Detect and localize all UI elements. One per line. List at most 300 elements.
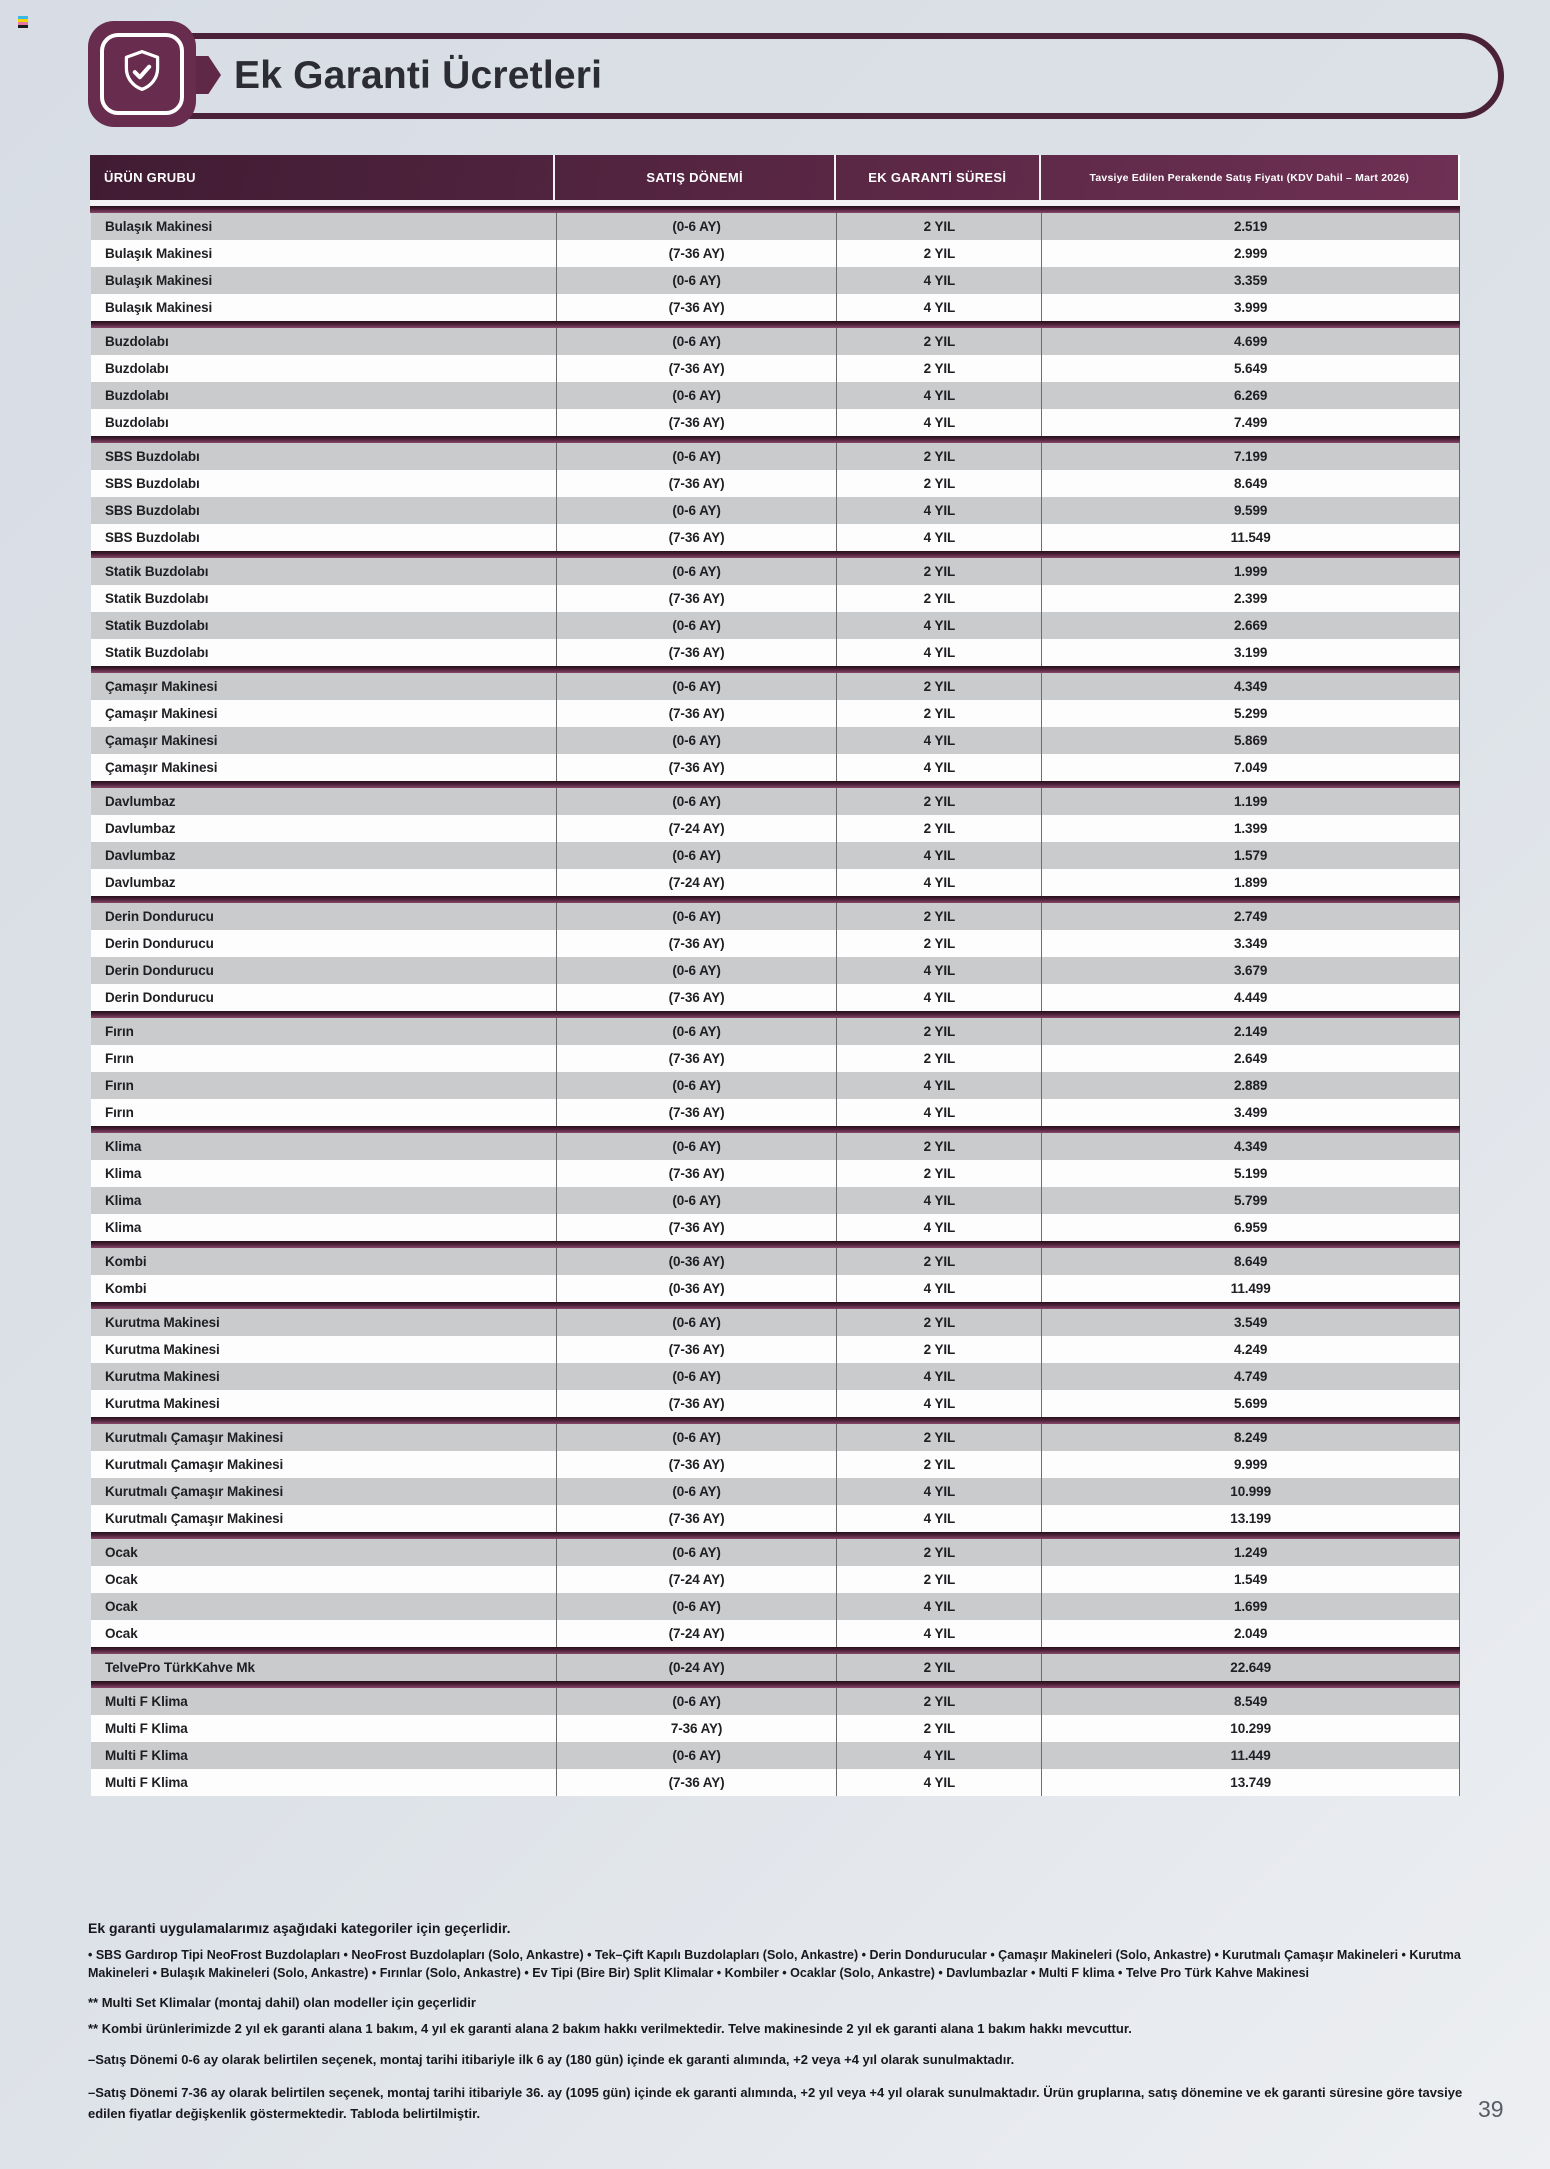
product-cell: Kombi <box>91 1275 557 1302</box>
table-row <box>91 1099 1460 1126</box>
warranty-badge <box>88 21 196 127</box>
period-cell: (7-36 AY) <box>557 524 838 551</box>
price-cell: 8.249 <box>1042 1424 1460 1451</box>
product-cell: SBS Buzdolabı <box>91 497 557 524</box>
group-separator <box>91 1417 1460 1424</box>
table-row <box>91 267 1460 294</box>
shield-check-icon <box>116 46 168 103</box>
price-cell: 7.049 <box>1042 754 1460 781</box>
period-cell: (7-36 AY) <box>557 1099 838 1126</box>
duration-cell: 4 YIL <box>837 267 1042 294</box>
product-cell: Statik Buzdolabı <box>91 585 557 612</box>
period-cell: (7-36 AY) <box>557 1336 838 1363</box>
duration-cell: 2 YIL <box>837 1160 1042 1187</box>
notes-category-list: • SBS Gardırop Tipi NeoFrost Buzdolapları • NeoFrost Buzdolapları (Solo, Ankastre) • Tek–Çift Kapılı Buzdolapları (Solo, Ankastre) • Derin Dondurucular • Çamaşır Makineleri (Solo, Ankastre) • Kurutmalı Çamaşır Makineleri • Kurutma Makineleri • Bulaşık Makineleri (Solo, Ankastre) • Fırınlar (Solo, Ankastre) • Ev Tipi (Bire Bir) Split Klimalar • Kombiler • Ocaklar (Solo, Ankastre) • Davlumbazlar • Multi F klima • Telve Pro Türk Kahve Makinesi <box>88 1948 1461 1981</box>
table-row <box>91 1336 1460 1363</box>
price-cell: 8.549 <box>1042 1688 1460 1715</box>
note-satis-donemi-7-36: –Satış Dönemi 7-36 ay olarak belirtilen seçenek, montaj tarihi itibariyle 36. ay (1095 gün) içinde ek garanti alımında, +2 yıl veya +4 yıl olarak sunulmaktadır. Ürün gruplarına, satış dönemine ve ek garanti süresine göre tavsiye edilen fiyatlar değişkenlik göstermektedir. Tabloda belirtilmiştir. <box>88 2085 1463 2122</box>
group-separator <box>91 1241 1460 1248</box>
price-cell: 9.599 <box>1042 497 1460 524</box>
duration-cell: 4 YIL <box>837 869 1042 896</box>
product-cell: Bulaşık Makinesi <box>91 213 557 240</box>
duration-cell: 4 YIL <box>837 1593 1042 1620</box>
price-cell: 1.399 <box>1042 815 1460 842</box>
table-row <box>91 1424 1460 1451</box>
duration-cell: 2 YIL <box>837 1451 1042 1478</box>
price-cell: 1.549 <box>1042 1566 1460 1593</box>
period-cell: 7-36 AY) <box>557 1715 838 1742</box>
price-cell: 3.349 <box>1042 930 1460 957</box>
period-cell: (0-6 AY) <box>557 1742 838 1769</box>
page-title: Ek Garanti Ücretleri <box>234 54 603 97</box>
period-cell: (7-36 AY) <box>557 409 838 436</box>
duration-cell: 2 YIL <box>837 673 1042 700</box>
product-cell: Statik Buzdolabı <box>91 558 557 585</box>
period-cell: (7-36 AY) <box>557 470 838 497</box>
price-cell: 4.699 <box>1042 328 1460 355</box>
print-registration-mark <box>18 16 28 28</box>
table-row <box>91 727 1460 754</box>
product-cell: Derin Dondurucu <box>91 903 557 930</box>
duration-cell: 4 YIL <box>837 754 1042 781</box>
product-cell: Davlumbaz <box>91 869 557 896</box>
product-cell: Davlumbaz <box>91 815 557 842</box>
price-cell: 5.649 <box>1042 355 1460 382</box>
period-cell: (7-36 AY) <box>557 1045 838 1072</box>
table-row <box>91 1566 1460 1593</box>
product-cell: Kurutma Makinesi <box>91 1363 557 1390</box>
header-separator-bar <box>90 206 1460 213</box>
period-cell: (0-6 AY) <box>557 788 838 815</box>
note-multi-set-klima: ** Multi Set Klimalar (montaj dahil) olan modeller için geçerlidir <box>88 1995 476 2011</box>
table-row <box>91 382 1460 409</box>
duration-cell: 4 YIL <box>837 1099 1042 1126</box>
period-cell: (0-6 AY) <box>557 1478 838 1505</box>
duration-cell: 2 YIL <box>837 1309 1042 1336</box>
product-cell: Kurutmalı Çamaşır Makinesi <box>91 1424 557 1451</box>
column-header-warranty-duration: EK GARANTİ SÜRESİ <box>836 155 1041 200</box>
reg-bar-black <box>18 25 28 28</box>
price-cell: 6.269 <box>1042 382 1460 409</box>
period-cell: (7-36 AY) <box>557 1451 838 1478</box>
duration-cell: 2 YIL <box>837 355 1042 382</box>
page-number: 39 <box>1478 2096 1504 2122</box>
price-cell: 9.999 <box>1042 1451 1460 1478</box>
duration-cell: 2 YIL <box>837 930 1042 957</box>
table-row <box>91 1160 1460 1187</box>
duration-cell: 4 YIL <box>837 1505 1042 1532</box>
product-cell: Ocak <box>91 1620 557 1647</box>
period-cell: (7-36 AY) <box>557 355 838 382</box>
note-satis-donemi-0-6: –Satış Dönemi 0-6 ay olarak belirtilen seçenek, montaj tarihi itibariyle ilk 6 ay (180 gün) içinde ek garanti alımında, +2 veya +4 yıl olarak sunulmaktadır. <box>88 2052 1015 2068</box>
product-cell: Kurutmalı Çamaşır Makinesi <box>91 1451 557 1478</box>
product-cell: SBS Buzdolabı <box>91 524 557 551</box>
product-cell: Derin Dondurucu <box>91 957 557 984</box>
period-cell: (0-6 AY) <box>557 1593 838 1620</box>
price-cell: 4.449 <box>1042 984 1460 1011</box>
duration-cell: 2 YIL <box>837 213 1042 240</box>
product-cell: Statik Buzdolabı <box>91 639 557 666</box>
product-cell: Bulaşık Makinesi <box>91 294 557 321</box>
duration-cell: 4 YIL <box>837 612 1042 639</box>
product-cell: TelvePro TürkKahve Mk <box>91 1654 557 1681</box>
price-cell: 1.699 <box>1042 1593 1460 1620</box>
price-cell: 2.749 <box>1042 903 1460 930</box>
product-cell: Multi F Klima <box>91 1715 557 1742</box>
duration-cell: 4 YIL <box>837 1620 1042 1647</box>
duration-cell: 4 YIL <box>837 524 1042 551</box>
table-row <box>91 585 1460 612</box>
price-cell: 13.199 <box>1042 1505 1460 1532</box>
period-cell: (7-24 AY) <box>557 1566 838 1593</box>
price-cell: 3.359 <box>1042 267 1460 294</box>
period-cell: (0-6 AY) <box>557 1309 838 1336</box>
price-cell: 4.349 <box>1042 1133 1460 1160</box>
product-cell: Fırın <box>91 1099 557 1126</box>
table-row <box>91 1688 1460 1715</box>
period-cell: (0-6 AY) <box>557 1133 838 1160</box>
price-cell: 22.649 <box>1042 1654 1460 1681</box>
product-cell: Multi F Klima <box>91 1742 557 1769</box>
product-cell: Kurutmalı Çamaşır Makinesi <box>91 1505 557 1532</box>
price-cell: 3.679 <box>1042 957 1460 984</box>
table-row <box>91 1363 1460 1390</box>
product-cell: Kurutmalı Çamaşır Makinesi <box>91 1478 557 1505</box>
price-cell: 2.399 <box>1042 585 1460 612</box>
product-cell: Bulaşık Makinesi <box>91 267 557 294</box>
period-cell: (0-6 AY) <box>557 558 838 585</box>
product-cell: Davlumbaz <box>91 788 557 815</box>
price-cell: 11.449 <box>1042 1742 1460 1769</box>
duration-cell: 2 YIL <box>837 1539 1042 1566</box>
price-cell: 5.699 <box>1042 1390 1460 1417</box>
product-cell: Ocak <box>91 1566 557 1593</box>
period-cell: (0-6 AY) <box>557 443 838 470</box>
price-cell: 3.499 <box>1042 1099 1460 1126</box>
product-cell: Buzdolabı <box>91 382 557 409</box>
table-row <box>91 673 1460 700</box>
table-row <box>91 903 1460 930</box>
duration-cell: 2 YIL <box>837 1566 1042 1593</box>
price-cell: 6.959 <box>1042 1214 1460 1241</box>
table-row <box>91 1390 1460 1417</box>
duration-cell: 2 YIL <box>837 328 1042 355</box>
duration-cell: 4 YIL <box>837 1214 1042 1241</box>
period-cell: (0-24 AY) <box>557 1654 838 1681</box>
price-cell: 11.549 <box>1042 524 1460 551</box>
duration-cell: 4 YIL <box>837 409 1042 436</box>
price-cell: 1.579 <box>1042 842 1460 869</box>
period-cell: (7-36 AY) <box>557 984 838 1011</box>
duration-cell: 4 YIL <box>837 1390 1042 1417</box>
price-cell: 3.199 <box>1042 639 1460 666</box>
period-cell: (0-6 AY) <box>557 842 838 869</box>
table-row <box>91 409 1460 436</box>
product-cell: Çamaşır Makinesi <box>91 727 557 754</box>
product-cell: Çamaşır Makinesi <box>91 754 557 781</box>
duration-cell: 2 YIL <box>837 1688 1042 1715</box>
period-cell: (0-6 AY) <box>557 1018 838 1045</box>
price-cell: 2.149 <box>1042 1018 1460 1045</box>
period-cell: (0-6 AY) <box>557 497 838 524</box>
table-row <box>91 558 1460 585</box>
product-cell: Klima <box>91 1187 557 1214</box>
period-cell: (0-6 AY) <box>557 957 838 984</box>
duration-cell: 4 YIL <box>837 1275 1042 1302</box>
product-cell: Klima <box>91 1160 557 1187</box>
duration-cell: 2 YIL <box>837 815 1042 842</box>
table-row <box>91 1018 1460 1045</box>
period-cell: (0-6 AY) <box>557 1363 838 1390</box>
price-cell: 2.519 <box>1042 213 1460 240</box>
product-cell: Fırın <box>91 1018 557 1045</box>
duration-cell: 2 YIL <box>837 700 1042 727</box>
duration-cell: 4 YIL <box>837 727 1042 754</box>
duration-cell: 4 YIL <box>837 382 1042 409</box>
period-cell: (7-36 AY) <box>557 1505 838 1532</box>
product-cell: Buzdolabı <box>91 328 557 355</box>
table-row <box>91 1505 1460 1532</box>
table-row <box>91 1045 1460 1072</box>
price-cell: 3.999 <box>1042 294 1460 321</box>
table-row <box>91 1451 1460 1478</box>
product-cell: Buzdolabı <box>91 355 557 382</box>
duration-cell: 4 YIL <box>837 842 1042 869</box>
period-cell: (0-36 AY) <box>557 1275 838 1302</box>
duration-cell: 2 YIL <box>837 585 1042 612</box>
group-separator <box>91 781 1460 788</box>
table-row <box>91 1654 1460 1681</box>
column-header-product-group: ÜRÜN GRUBU <box>90 155 555 200</box>
table-row <box>91 1593 1460 1620</box>
table-row <box>91 443 1460 470</box>
price-cell: 5.799 <box>1042 1187 1460 1214</box>
duration-cell: 4 YIL <box>837 497 1042 524</box>
table-row <box>91 1478 1460 1505</box>
duration-cell: 2 YIL <box>837 1715 1042 1742</box>
duration-cell: 2 YIL <box>837 1018 1042 1045</box>
price-cell: 1.899 <box>1042 869 1460 896</box>
table-row <box>91 1309 1460 1336</box>
period-cell: (0-36 AY) <box>557 1248 838 1275</box>
table-row <box>91 957 1460 984</box>
price-cell: 8.649 <box>1042 1248 1460 1275</box>
product-cell: Bulaşık Makinesi <box>91 240 557 267</box>
group-separator <box>91 436 1460 443</box>
product-cell: Derin Dondurucu <box>91 930 557 957</box>
table-row <box>91 1133 1460 1160</box>
period-cell: (0-6 AY) <box>557 727 838 754</box>
table-row <box>91 984 1460 1011</box>
table-row <box>91 700 1460 727</box>
period-cell: (7-36 AY) <box>557 700 838 727</box>
table-row <box>91 524 1460 551</box>
period-cell: (7-36 AY) <box>557 1769 838 1796</box>
price-cell: 11.499 <box>1042 1275 1460 1302</box>
duration-cell: 4 YIL <box>837 1478 1042 1505</box>
period-cell: (7-36 AY) <box>557 930 838 957</box>
period-cell: (0-6 AY) <box>557 1072 838 1099</box>
duration-cell: 4 YIL <box>837 639 1042 666</box>
table-row <box>91 788 1460 815</box>
price-cell: 2.889 <box>1042 1072 1460 1099</box>
table-row <box>91 1620 1460 1647</box>
price-cell: 13.749 <box>1042 1769 1460 1796</box>
period-cell: (7-36 AY) <box>557 1390 838 1417</box>
product-cell: Fırın <box>91 1072 557 1099</box>
warranty-price-table <box>90 155 1460 1796</box>
period-cell: (0-6 AY) <box>557 267 838 294</box>
product-cell: Ocak <box>91 1593 557 1620</box>
table-row <box>91 1715 1460 1742</box>
table-row <box>91 639 1460 666</box>
period-cell: (7-24 AY) <box>557 869 838 896</box>
group-separator <box>91 1681 1460 1688</box>
group-separator <box>91 321 1460 328</box>
duration-cell: 4 YIL <box>837 1072 1042 1099</box>
duration-cell: 4 YIL <box>837 984 1042 1011</box>
table-row <box>91 1769 1460 1796</box>
group-separator <box>91 1126 1460 1133</box>
table-body <box>90 213 1460 1796</box>
period-cell: (7-36 AY) <box>557 1214 838 1241</box>
group-separator <box>91 1302 1460 1309</box>
duration-cell: 4 YIL <box>837 1769 1042 1796</box>
product-cell: Çamaşır Makinesi <box>91 673 557 700</box>
product-cell: Davlumbaz <box>91 842 557 869</box>
price-cell: 5.869 <box>1042 727 1460 754</box>
duration-cell: 2 YIL <box>837 788 1042 815</box>
product-cell: Statik Buzdolabı <box>91 612 557 639</box>
table-row <box>91 869 1460 896</box>
table-row <box>91 1742 1460 1769</box>
product-cell: Multi F Klima <box>91 1769 557 1796</box>
duration-cell: 2 YIL <box>837 558 1042 585</box>
table-row <box>91 1275 1460 1302</box>
product-cell: Ocak <box>91 1539 557 1566</box>
duration-cell: 2 YIL <box>837 1133 1042 1160</box>
duration-cell: 4 YIL <box>837 1742 1042 1769</box>
price-cell: 7.199 <box>1042 443 1460 470</box>
badge-inner-frame <box>100 33 184 115</box>
footer-notes <box>88 1920 1488 2136</box>
duration-cell: 4 YIL <box>837 1363 1042 1390</box>
period-cell: (0-6 AY) <box>557 328 838 355</box>
product-cell: Buzdolabı <box>91 409 557 436</box>
period-cell: (7-24 AY) <box>557 815 838 842</box>
product-cell: Multi F Klima <box>91 1688 557 1715</box>
price-cell: 4.749 <box>1042 1363 1460 1390</box>
product-cell: Çamaşır Makinesi <box>91 700 557 727</box>
table-row <box>91 612 1460 639</box>
price-cell: 2.999 <box>1042 240 1460 267</box>
note-kombi-bakim: ** Kombi ürünlerimizde 2 yıl ek garanti alana 1 bakım, 4 yıl ek garanti alana 2 bakım hakkı verilmektedir. Telve makinesinde 2 yıl ek garanti alana 1 bakım hakkı mevcuttur. <box>88 2021 1132 2037</box>
period-cell: (0-6 AY) <box>557 382 838 409</box>
table-row <box>91 355 1460 382</box>
group-separator <box>91 551 1460 558</box>
group-separator <box>91 666 1460 673</box>
duration-cell: 4 YIL <box>837 1187 1042 1214</box>
period-cell: (0-6 AY) <box>557 1688 838 1715</box>
table-row <box>91 930 1460 957</box>
product-cell: SBS Buzdolabı <box>91 443 557 470</box>
price-cell: 2.669 <box>1042 612 1460 639</box>
price-cell: 7.499 <box>1042 409 1460 436</box>
duration-cell: 2 YIL <box>837 1336 1042 1363</box>
period-cell: (0-6 AY) <box>557 673 838 700</box>
product-cell: Kurutma Makinesi <box>91 1390 557 1417</box>
period-cell: (0-6 AY) <box>557 1539 838 1566</box>
notes-heading: Ek garanti uygulamalarımız aşağıdaki kategoriler için geçerlidir. <box>88 1920 511 1936</box>
price-cell: 8.649 <box>1042 470 1460 497</box>
duration-cell: 2 YIL <box>837 1248 1042 1275</box>
price-cell: 2.049 <box>1042 1620 1460 1647</box>
price-cell: 10.999 <box>1042 1478 1460 1505</box>
table-row <box>91 328 1460 355</box>
table-row <box>91 754 1460 781</box>
period-cell: (7-36 AY) <box>557 240 838 267</box>
table-row <box>91 497 1460 524</box>
price-cell: 2.649 <box>1042 1045 1460 1072</box>
product-cell: Fırın <box>91 1045 557 1072</box>
table-row <box>91 1248 1460 1275</box>
group-separator <box>91 1011 1460 1018</box>
period-cell: (7-36 AY) <box>557 754 838 781</box>
duration-cell: 2 YIL <box>837 470 1042 497</box>
group-separator <box>91 896 1460 903</box>
period-cell: (7-36 AY) <box>557 294 838 321</box>
period-cell: (0-6 AY) <box>557 1187 838 1214</box>
period-cell: (0-6 AY) <box>557 1424 838 1451</box>
price-cell: 3.549 <box>1042 1309 1460 1336</box>
duration-cell: 2 YIL <box>837 1424 1042 1451</box>
product-cell: SBS Buzdolabı <box>91 470 557 497</box>
product-cell: Derin Dondurucu <box>91 984 557 1011</box>
product-cell: Kurutma Makinesi <box>91 1309 557 1336</box>
product-cell: Klima <box>91 1214 557 1241</box>
table-row <box>91 213 1460 240</box>
duration-cell: 4 YIL <box>837 294 1042 321</box>
period-cell: (7-36 AY) <box>557 585 838 612</box>
table-row <box>91 1214 1460 1241</box>
duration-cell: 4 YIL <box>837 957 1042 984</box>
period-cell: (7-36 AY) <box>557 639 838 666</box>
period-cell: (7-36 AY) <box>557 1160 838 1187</box>
duration-cell: 2 YIL <box>837 1045 1042 1072</box>
period-cell: (0-6 AY) <box>557 612 838 639</box>
period-cell: (7-24 AY) <box>557 1620 838 1647</box>
product-cell: Kurutma Makinesi <box>91 1336 557 1363</box>
table-row <box>91 1072 1460 1099</box>
price-cell: 1.999 <box>1042 558 1460 585</box>
group-separator <box>91 1647 1460 1654</box>
table-row <box>91 240 1460 267</box>
price-cell: 5.199 <box>1042 1160 1460 1187</box>
table-row <box>91 1539 1460 1566</box>
duration-cell: 2 YIL <box>837 1654 1042 1681</box>
table-row <box>91 1187 1460 1214</box>
duration-cell: 2 YIL <box>837 240 1042 267</box>
table-row <box>91 842 1460 869</box>
price-cell: 1.249 <box>1042 1539 1460 1566</box>
product-cell: Kombi <box>91 1248 557 1275</box>
product-cell: Klima <box>91 1133 557 1160</box>
price-cell: 4.349 <box>1042 673 1460 700</box>
table-row <box>91 470 1460 497</box>
table-header-row <box>90 155 1460 200</box>
column-header-recommended-price: Tavsiye Edilen Perakende Satış Fiyatı (KDV Dahil – Mart 2026) <box>1089 171 1410 184</box>
price-cell: 5.299 <box>1042 700 1460 727</box>
